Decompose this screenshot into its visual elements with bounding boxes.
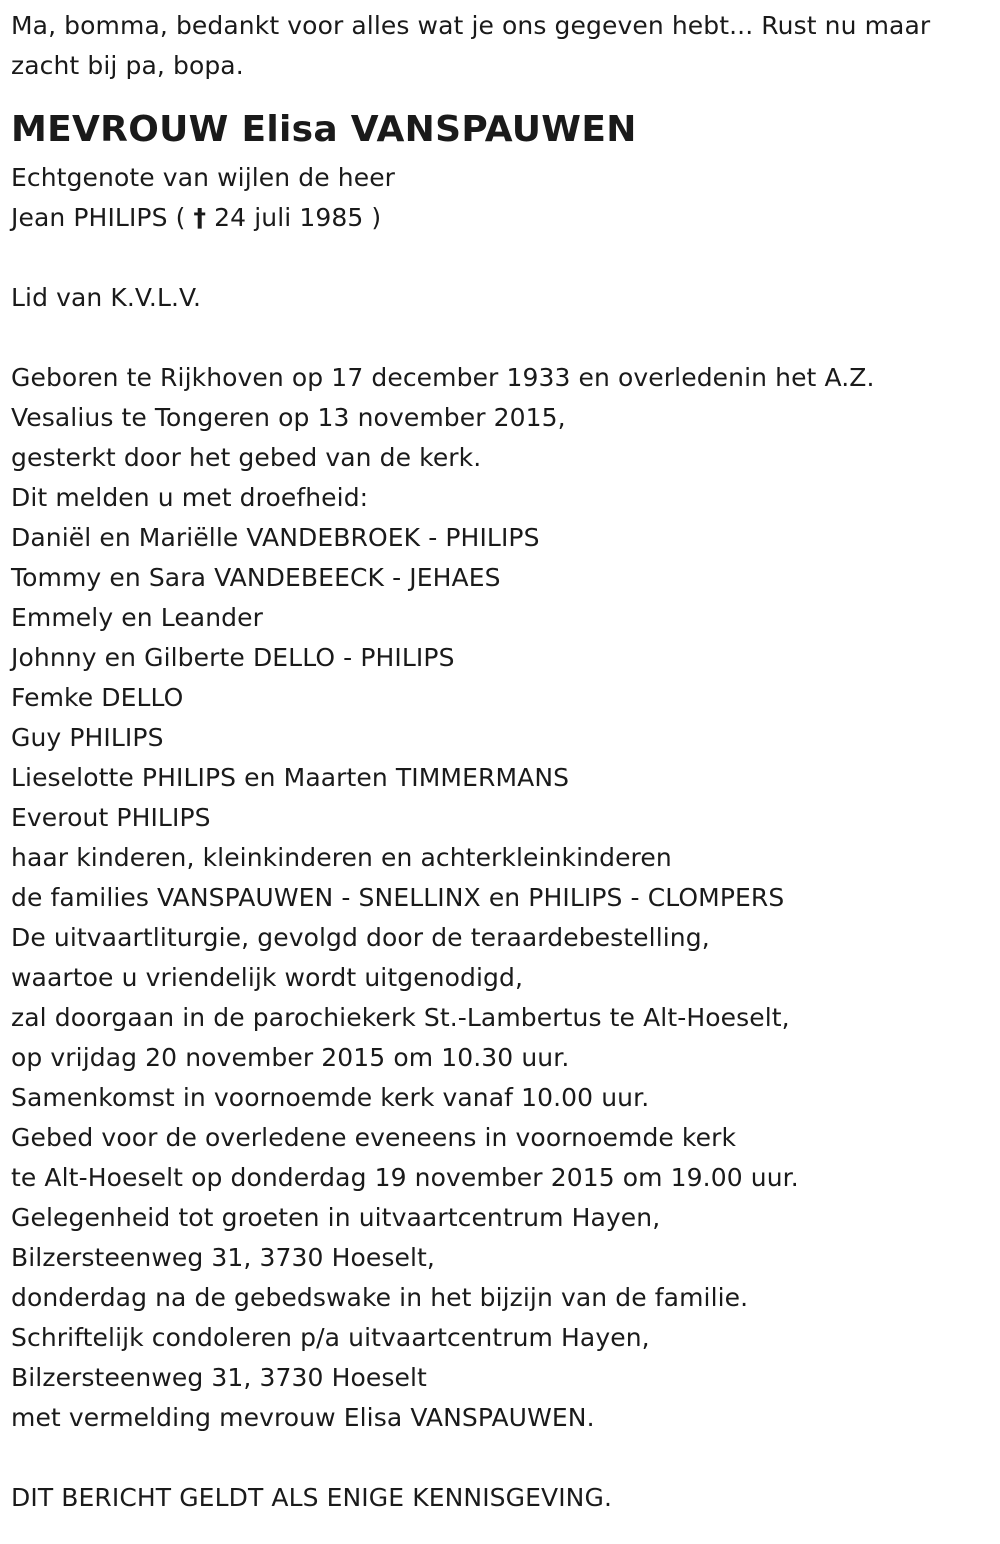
notice-body-line: Guy PHILIPS (11, 723, 164, 752)
notice-body-line: Schriftelijk condoleren p/a uitvaartcentrum Hayen, (11, 1323, 650, 1352)
notice-body-line: Lieselotte PHILIPS en Maarten TIMMERMANS (11, 763, 570, 792)
notice-body-line: Daniël en Mariëlle VANDEBROEK - PHILIPS (11, 523, 540, 552)
spacer (11, 318, 991, 358)
cross-icon: † (193, 203, 207, 232)
notice-body-line: Samenkomst in voornoemde kerk vanaf 10.00 uur. (11, 1083, 650, 1112)
spacer (11, 238, 991, 278)
death-notice (11, 6, 991, 1518)
closing-statement: DIT BERICHT GELDT ALS ENIGE KENNISGEVING. (11, 1483, 612, 1512)
notice-body-line: met vermelding mevrouw Elisa VANSPAUWEN. (11, 1403, 595, 1432)
notice-body-line: zal doorgaan in de parochiekerk St.-Lambertus te Alt-Hoeselt, (11, 1003, 790, 1032)
notice-body-line: Bilzersteenweg 31, 3730 Hoeselt, (11, 1243, 435, 1272)
spouse-name-line (11, 198, 991, 238)
notice-body-line: Everout PHILIPS (11, 803, 211, 832)
notice-body-line: Vesalius te Tongeren op 13 november 2015, (11, 403, 566, 432)
spouse-info (11, 158, 991, 238)
spouse-line: Echtgenote van wijlen de heer (11, 163, 396, 192)
notice-body-line: Gebed voor de overledene eveneens in voornoemde kerk (11, 1123, 737, 1152)
notice-body-line: haar kinderen, kleinkinderen en achterkleinkinderen (11, 843, 672, 872)
notice-body-line: Dit melden u met droefheid: (11, 483, 369, 512)
notice-body-line: donderdag na de gebedswake in het bijzijn van de familie. (11, 1283, 749, 1312)
notice-body-line: Bilzersteenweg 31, 3730 Hoeselt (11, 1363, 427, 1392)
deceased-name-title: MEVROUW Elisa VANSPAUWEN (11, 109, 637, 150)
notice-body-line: Gelegenheid tot groeten in uitvaartcentrum Hayen, (11, 1203, 661, 1232)
spouse-name: Jean PHILIPS ( (11, 203, 186, 232)
notice-body (11, 358, 991, 1438)
notice-body-line: Geboren te Rijkhoven op 17 december 1933 en overledenin het A.Z. (11, 363, 875, 392)
spouse-death-date: 24 juli 1985 ) (214, 203, 382, 232)
intro-text (11, 6, 991, 86)
membership: Lid van K.V.L.V. (11, 283, 202, 312)
notice-body-line: de families VANSPAUWEN - SNELLINX en PHILIPS - CLOMPERS (11, 883, 785, 912)
notice-body-line: De uitvaartliturgie, gevolgd door de teraardebestelling, (11, 923, 710, 952)
notice-body-line: op vrijdag 20 november 2015 om 10.30 uur. (11, 1043, 570, 1072)
intro-line: zacht bij pa, bopa. (11, 51, 244, 80)
notice-body-line: Johnny en Gilberte DELLO - PHILIPS (11, 643, 455, 672)
spacer (11, 1438, 991, 1478)
notice-body-line: Emmely en Leander (11, 603, 264, 632)
intro-line: Ma, bomma, bedankt voor alles wat je ons gegeven hebt... Rust nu maar (11, 11, 931, 40)
notice-body-line: Tommy en Sara VANDEBEECK - JEHAES (11, 563, 501, 592)
notice-body-line: waartoe u vriendelijk wordt uitgenodigd, (11, 963, 524, 992)
notice-body-line: Femke DELLO (11, 683, 184, 712)
notice-body-line: te Alt-Hoeselt op donderdag 19 november 2015 om 19.00 uur. (11, 1163, 799, 1192)
notice-body-line: gesterkt door het gebed van de kerk. (11, 443, 482, 472)
